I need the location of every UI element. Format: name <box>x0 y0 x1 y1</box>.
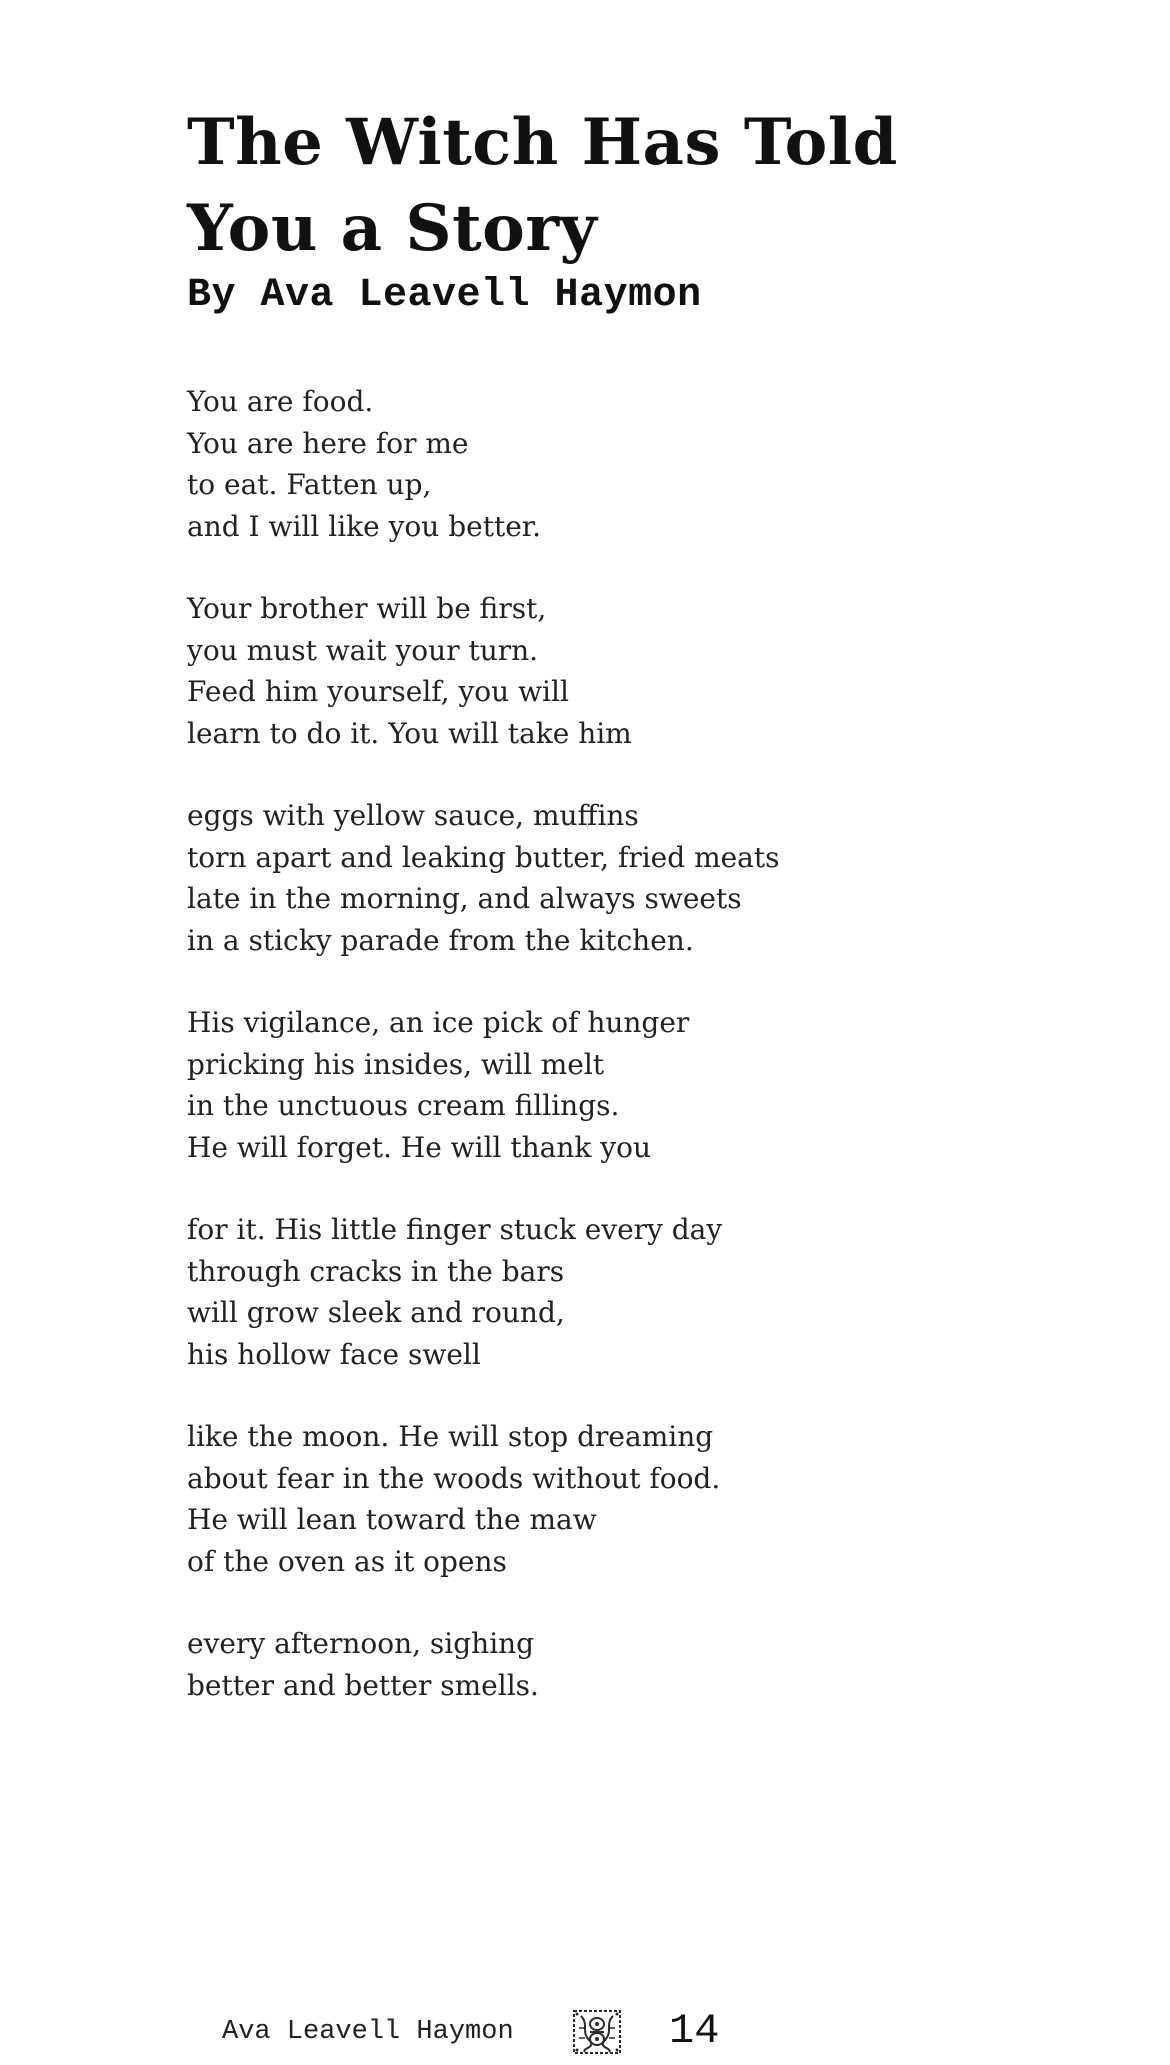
poem-title-line: You a Story <box>187 191 598 266</box>
poem-line: in the unctuous cream fillings. <box>187 1089 620 1122</box>
poem-body <box>187 381 1087 1747</box>
poem-byline: By Ava Leavell Haymon <box>187 273 702 318</box>
poem-line: about fear in the woods without food. <box>187 1461 721 1495</box>
ornamental-knot-icon <box>571 2008 623 2056</box>
poem-line: to eat. Fatten up, <box>187 468 432 501</box>
poem-line: Feed him yourself, you will <box>187 675 569 708</box>
poem-line: you must wait your turn. <box>187 633 539 667</box>
stanza <box>187 1002 1087 1168</box>
poem-line: in a sticky parade from the kitchen. <box>187 923 694 957</box>
poem-line: eggs with yellow sauce, muffins <box>187 799 639 832</box>
poem-line: His vigilance, an ice pick of hunger <box>187 1006 690 1039</box>
poem-line: like the moon. He will stop dreaming <box>187 1420 714 1453</box>
poem-line: through cracks in the bars <box>187 1254 565 1288</box>
stanza <box>187 795 1087 961</box>
footer-author: Ava Leavell Haymon <box>222 2017 514 2047</box>
stanza <box>187 1416 1087 1582</box>
poem-line: He will lean toward the maw <box>187 1503 597 1536</box>
poem-line: of the oven as it opens <box>187 1544 507 1578</box>
poem-line: better and better smells. <box>187 1668 539 1702</box>
poem-line: He will forget. He will thank you <box>187 1130 651 1164</box>
poem-line: You are here for me <box>187 426 469 460</box>
poem-line: his hollow face swell <box>187 1337 481 1371</box>
poem-line: pricking his insides, will melt <box>187 1047 605 1081</box>
poem-line: every afternoon, sighing <box>187 1627 535 1660</box>
stanza <box>187 1209 1087 1375</box>
poem-line: torn apart and leaking butter, fried meats <box>187 840 780 874</box>
poem-line: for it. His little finger stuck every day <box>187 1213 723 1246</box>
page-footer <box>0 2005 1170 2065</box>
poem-line: will grow sleek and round, <box>187 1296 565 1329</box>
page-number: 14 <box>669 2007 720 2055</box>
poem-line: learn to do it. You will take him <box>187 716 632 750</box>
stanza <box>187 588 1087 754</box>
poem-line: and I will like you better. <box>187 509 541 543</box>
poem-line: You are food. <box>187 385 374 418</box>
stanza <box>187 381 1087 547</box>
stanza <box>187 1623 1087 1706</box>
poem-title-line: The Witch Has Told <box>187 105 898 180</box>
poem-title <box>187 100 987 272</box>
poem-line: late in the morning, and always sweets <box>187 882 742 915</box>
poem-line: Your brother will be first, <box>187 592 547 625</box>
